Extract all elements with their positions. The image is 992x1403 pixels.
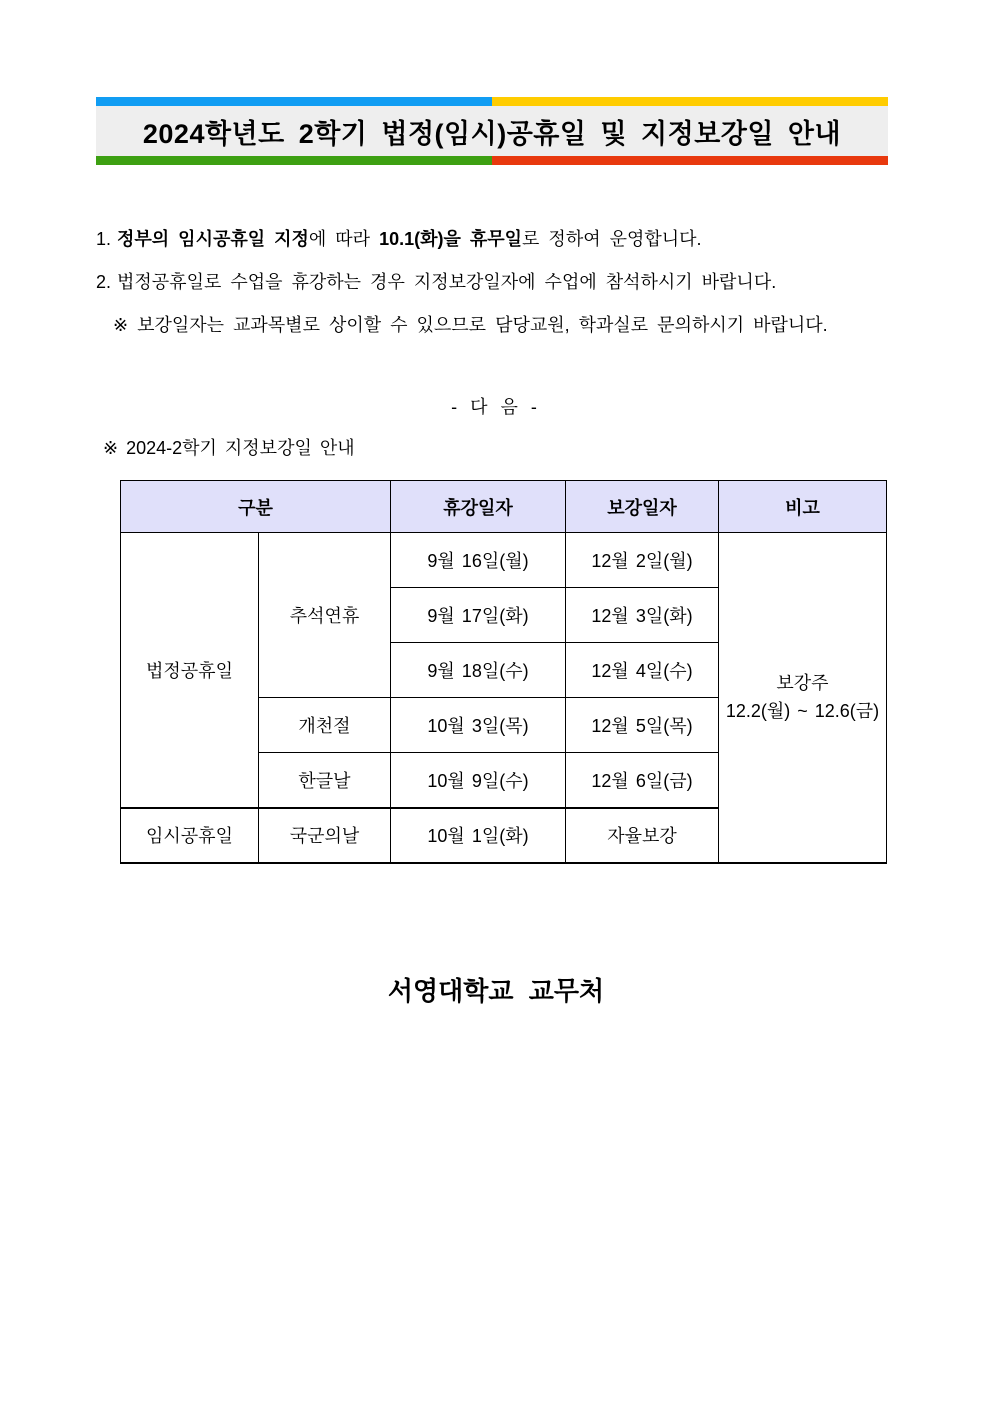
decor-bar-green [96,156,492,165]
col-header-cancel-date: 휴강일자 [391,481,566,533]
remarks-line-2: 12.2(월) ~ 12.6(금) [725,701,880,722]
notice-item-2-number: 2. [96,272,112,292]
notice-item-3 [96,315,916,335]
banner-bottom-bars [96,156,888,165]
col-header-remarks: 비고 [719,481,887,533]
cell-cancel-date: 10월 3일(목) [391,698,566,753]
table-caption: ※ 2024-2학기 지정보강일 안내 [103,438,355,458]
cell-holiday-gaecheonjeol: 개천절 [259,698,391,753]
cell-makeup-date: 12월 6일(금) [566,753,719,808]
notice-item-1-bold-2: 10.1(화)을 휴무일 [379,229,523,249]
table-row [121,533,887,588]
notice-item-3-text: ※ 보강일자는 교과목별로 상이할 수 있으므로 담당교원, 학과실로 문의하시기 바랍니다. [113,315,828,335]
cell-makeup-date: 12월 5일(목) [566,698,719,753]
makeup-schedule-table [120,480,887,864]
notice-item-1-text-2: 로 정하여 운영합니다. [522,229,702,249]
cell-holiday-armed-forces-day: 국군의날 [259,808,391,863]
col-header-category: 구분 [121,481,391,533]
issuer-title: 서영대학교 교무처 [387,976,605,1006]
notice-item-1 [96,229,916,249]
cell-cancel-date: 10월 9일(수) [391,753,566,808]
notice-item-1-text-1: 에 따라 [308,229,380,249]
cell-holiday-chuseok: 추석연휴 [259,533,391,698]
cell-category-legal-holiday: 법정공휴일 [121,533,259,808]
col-header-makeup-date: 보강일자 [566,481,719,533]
decor-bar-red [492,156,888,165]
notice-item-2 [96,272,916,292]
notice-item-1-number: 1. [96,229,112,249]
cell-makeup-date: 12월 4일(수) [566,643,719,698]
notice-item-1-bold-1: 정부의 임시공휴일 지정 [117,229,309,249]
decor-bar-yellow [492,97,888,106]
cell-cancel-date: 10월 1일(화) [391,808,566,863]
cell-cancel-date: 9월 18일(수) [391,643,566,698]
cell-makeup-date: 12월 2일(월) [566,533,719,588]
cell-remarks [719,533,887,863]
cell-makeup-date: 자율보강 [566,808,719,863]
notice-item-2-text: 법정공휴일로 수업을 휴강하는 경우 지정보강일자에 수업에 참석하시기 바랍니다. [117,272,777,292]
table-header-row [121,481,887,533]
banner-top-bars [96,97,888,106]
cell-makeup-date: 12월 3일(화) [566,588,719,643]
notice-list [96,229,916,358]
decor-bar-blue [96,97,492,106]
cell-category-temporary-holiday: 임시공휴일 [121,808,259,863]
title-band [96,106,888,156]
cell-cancel-date: 9월 16일(월) [391,533,566,588]
cell-holiday-hangul-day: 한글날 [259,753,391,808]
page-title: 2024학년도 2학기 법정(임시)공휴일 및 지정보강일 안내 [142,118,842,149]
title-banner [96,97,888,165]
cell-cancel-date: 9월 17일(화) [391,588,566,643]
remarks-line-1: 보강주 [776,673,829,694]
daum-separator: - 다 음 - [451,397,541,417]
